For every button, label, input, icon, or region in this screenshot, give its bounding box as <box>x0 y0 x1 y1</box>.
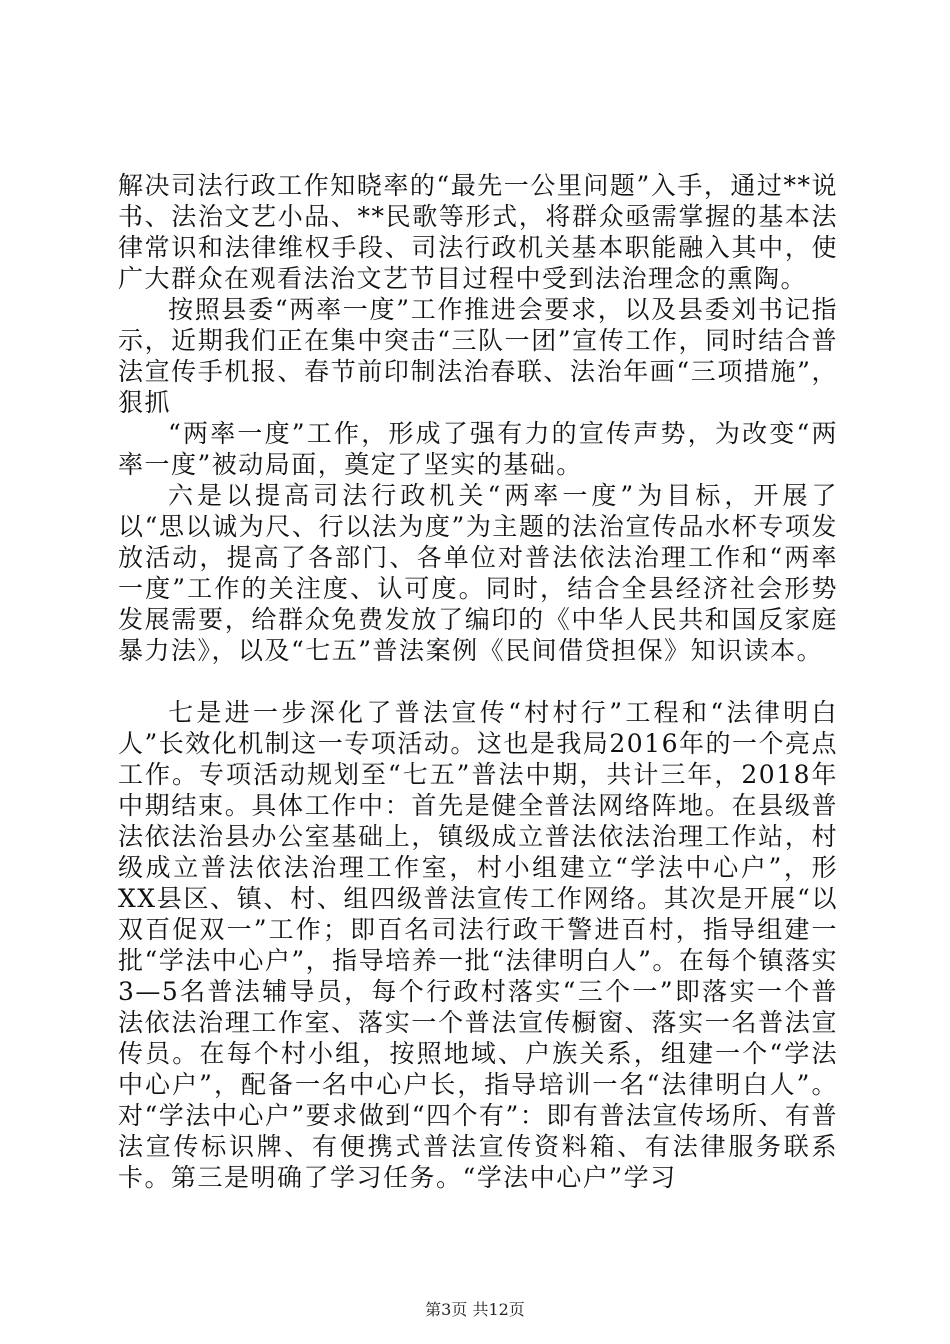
paragraph-2: 按照县委“两率一度”工作推进会要求，以及县委刘书记指示，近期我们正在集中突击“三队一团”宣传工作，同时结合普法宣传手机报、春节前印制法治春联、法治年画“三项措施”，狠抓 <box>118 295 838 417</box>
paragraph-1: 解决司法行政工作知晓率的“最先一公里问题”入手，通过**说书、法治文艺小品、**民歌等形式，将群众亟需掌握的基本法律常识和法律维权手段、司法行政机关基本职能融入其中，使广大群众在观看法治文艺节目过程中受到法治理念的熏陶。 <box>118 171 838 293</box>
paragraph-5: 七是进一步深化了普法宣传“村村行”工程和“法律明白人”长效化机制这一专项活动。这也是我局2016年的一个亮点工作。专项活动规划至“七五”普法中期，共计三年，2018年中期结束。具体工作中：首先是健全普法网络阵地。在县级普法依法治县办公室基础上，镇级成立普法依法治理工作站，村级成立普法依法治理工作室，村小组建立“学法中心户”，形XX县区、镇、村、组四级普法宣传工作网络。其次是开展“以双百促双一”工作；即百名司法行政干警进百村，指导组建一批“学法中心户”，指导培养一批“法律明白人”。在每个镇落实3—5名普法辅导员，每个行政村落实“三个一”即落实一个普法依法治理工作室、落实一个普法宣传橱窗、落实一名普法宣传员。在每个村小组，按照地域、户族关系，组建一个“学法中心户”，配备一名中心户长，指导培训一名“法律明白人”。对“学法中心户”要求做到“四个有”：即有普法宣传场所、有普法宣传标识牌、有便携式普法宣传资料箱、有法律服务联系卡。第三是明确了学习任务。“学法中心户”学习 <box>118 698 838 1192</box>
paragraph-3: “两率一度”工作，形成了强有力的宣传声势，为改变“两率一度”被动局面，奠定了坚实的基础。 <box>118 419 838 479</box>
document-body <box>118 170 838 1193</box>
page-number-footer: 第3页 共12页 <box>425 1300 525 1319</box>
paragraph-4: 六是以提高司法行政机关“两率一度”为目标，开展了以“思以诚为尺、行以法为度”为主题的法治宣传品水杯专项发放活动，提高了各部门、各单位对普法依法治理工作和“两率一度”工作的关注度、认可度。同时，结合全县经济社会形势发展需要，给群众免费发放了编印的《中华人民共和国反家庭暴力法》，以及“七五”普法案例《民间借贷担保》知识读本。 <box>118 481 838 665</box>
